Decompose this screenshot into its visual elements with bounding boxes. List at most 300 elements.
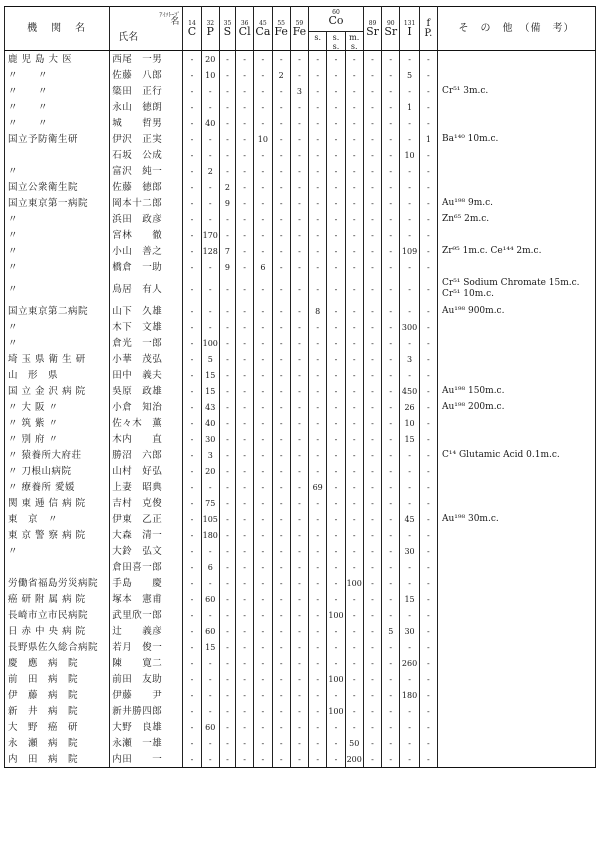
remarks-cell <box>438 751 596 768</box>
quantity-cell: - <box>327 227 345 243</box>
quantity-cell: - <box>219 591 235 607</box>
quantity-cell: - <box>201 575 219 591</box>
quantity-cell: - <box>219 131 235 147</box>
remarks-cell: Cr⁵¹ Sodium Chromate 15m.c. Cr⁵¹ 10m.c. <box>438 275 596 303</box>
quantity-cell: - <box>254 195 272 211</box>
researcher-name-cell: 大森 清一 <box>110 527 183 543</box>
remarks-cell <box>438 543 596 559</box>
quantity-cell: - <box>382 591 400 607</box>
quantity-cell: 3 <box>400 351 419 367</box>
remarks-cell: Au¹⁹⁸ 200m.c. <box>438 399 596 415</box>
table-row <box>5 463 596 479</box>
quantity-cell: 100 <box>327 671 345 687</box>
quantity-cell: - <box>327 591 345 607</box>
quantity-cell: - <box>236 431 254 447</box>
quantity-cell: - <box>382 415 400 431</box>
quantity-cell: - <box>183 319 201 335</box>
quantity-cell: - <box>272 495 290 511</box>
institution-cell: 労働省福島労災病院 <box>5 575 110 591</box>
quantity-cell: - <box>272 195 290 211</box>
remarks-cell <box>438 227 596 243</box>
quantity-cell: - <box>345 179 363 195</box>
quantity-cell: - <box>309 527 327 543</box>
quantity-cell: - <box>382 351 400 367</box>
remarks-cell: C¹⁴ Glutamic Acid 0.1m.c. <box>438 447 596 463</box>
quantity-cell: - <box>327 163 345 179</box>
quantity-cell: - <box>309 463 327 479</box>
quantity-cell: - <box>254 115 272 131</box>
quantity-cell: - <box>309 227 327 243</box>
table-row <box>5 735 596 751</box>
researcher-name-cell: 若月 俊一 <box>110 639 183 655</box>
quantity-cell: - <box>419 447 437 463</box>
quantity-cell: - <box>183 671 201 687</box>
quantity-cell: 43 <box>201 399 219 415</box>
institution-cell: 国 立 金 沢 病 院 <box>5 383 110 399</box>
quantity-cell: - <box>254 99 272 115</box>
quantity-cell: - <box>254 655 272 671</box>
quantity-cell: - <box>201 319 219 335</box>
quantity-cell: - <box>327 275 345 303</box>
institution-cell: 伊 藤 病 院 <box>5 687 110 703</box>
quantity-cell: - <box>363 415 381 431</box>
quantity-cell: 10 <box>254 131 272 147</box>
header-fe55: 55 Fe <box>272 7 290 51</box>
quantity-cell: - <box>290 335 308 351</box>
quantity-cell: - <box>363 303 381 319</box>
quantity-cell: - <box>363 399 381 415</box>
quantity-cell: - <box>419 431 437 447</box>
quantity-cell: - <box>236 399 254 415</box>
table-row <box>5 131 596 147</box>
quantity-cell: - <box>236 479 254 495</box>
remarks-cell: Cr⁵¹ 3m.c. <box>438 83 596 99</box>
quantity-cell: - <box>236 735 254 751</box>
quantity-cell: - <box>236 751 254 768</box>
quantity-cell: - <box>327 575 345 591</box>
quantity-cell: - <box>345 463 363 479</box>
quantity-cell: - <box>236 367 254 383</box>
quantity-cell: - <box>290 591 308 607</box>
quantity-cell: - <box>345 495 363 511</box>
remarks-cell <box>438 351 596 367</box>
header-name-label: 氏名 <box>118 32 139 43</box>
quantity-cell: - <box>345 383 363 399</box>
quantity-cell: - <box>219 147 235 163</box>
quantity-cell: 20 <box>201 463 219 479</box>
quantity-cell: - <box>419 367 437 383</box>
quantity-cell: - <box>183 335 201 351</box>
quantity-cell: - <box>419 303 437 319</box>
quantity-cell: - <box>419 163 437 179</box>
quantity-cell: - <box>419 479 437 495</box>
quantity-cell: - <box>290 211 308 227</box>
quantity-cell: - <box>400 195 419 211</box>
quantity-cell: 15 <box>400 591 419 607</box>
quantity-cell: - <box>219 719 235 735</box>
quantity-cell: 6 <box>201 559 219 575</box>
quantity-cell: 300 <box>400 319 419 335</box>
quantity-cell: - <box>254 495 272 511</box>
quantity-cell: - <box>219 211 235 227</box>
quantity-cell: 6 <box>254 259 272 275</box>
quantity-cell: - <box>219 671 235 687</box>
quantity-cell: - <box>183 259 201 275</box>
quantity-cell: - <box>327 115 345 131</box>
quantity-cell: - <box>201 195 219 211</box>
quantity-cell: - <box>400 367 419 383</box>
quantity-cell: - <box>236 227 254 243</box>
quantity-cell: - <box>327 623 345 639</box>
quantity-cell: - <box>290 163 308 179</box>
header-s35: 35 S <box>219 7 235 51</box>
quantity-cell: 20 <box>201 51 219 68</box>
quantity-cell: 30 <box>201 431 219 447</box>
quantity-cell: - <box>201 479 219 495</box>
quantity-cell: - <box>290 275 308 303</box>
quantity-cell: - <box>309 671 327 687</box>
quantity-cell: - <box>219 367 235 383</box>
quantity-cell: - <box>219 655 235 671</box>
quantity-cell: - <box>183 527 201 543</box>
quantity-cell: 69 <box>309 479 327 495</box>
researcher-name-cell: 吳原 政雄 <box>110 383 183 399</box>
quantity-cell: - <box>419 351 437 367</box>
quantity-cell: - <box>183 227 201 243</box>
researcher-name-cell: 倉光 一郎 <box>110 335 183 351</box>
quantity-cell: - <box>254 447 272 463</box>
header-ca45: 45 Ca <box>254 7 272 51</box>
quantity-cell: - <box>400 163 419 179</box>
quantity-cell: - <box>382 179 400 195</box>
quantity-cell: - <box>236 67 254 83</box>
quantity-cell: - <box>290 559 308 575</box>
institution-cell: 〃 〃 <box>5 83 110 99</box>
institution-cell: 前 田 病 院 <box>5 671 110 687</box>
header-p32: 32 P <box>201 7 219 51</box>
remarks-cell <box>438 639 596 655</box>
quantity-cell: - <box>309 399 327 415</box>
quantity-cell: - <box>345 671 363 687</box>
quantity-cell: - <box>272 383 290 399</box>
quantity-cell: 3 <box>201 447 219 463</box>
quantity-cell: - <box>345 479 363 495</box>
quantity-cell: - <box>363 227 381 243</box>
quantity-cell: 2 <box>201 163 219 179</box>
quantity-cell: - <box>345 655 363 671</box>
quantity-cell: - <box>219 527 235 543</box>
quantity-cell: - <box>419 703 437 719</box>
quantity-cell: - <box>236 463 254 479</box>
table-row <box>5 275 596 303</box>
quantity-cell: - <box>290 639 308 655</box>
quantity-cell: - <box>219 543 235 559</box>
quantity-cell: - <box>219 335 235 351</box>
quantity-cell: - <box>236 671 254 687</box>
quantity-cell: - <box>201 751 219 768</box>
quantity-cell: - <box>201 687 219 703</box>
quantity-cell: - <box>201 671 219 687</box>
researcher-name-cell: 大鈴 弘文 <box>110 543 183 559</box>
quantity-cell: - <box>254 735 272 751</box>
quantity-cell: - <box>363 383 381 399</box>
quantity-cell: - <box>272 703 290 719</box>
quantity-cell: - <box>419 655 437 671</box>
institution-cell: 〃 <box>5 243 110 259</box>
quantity-cell: - <box>183 463 201 479</box>
institution-cell: 〃 〃 <box>5 99 110 115</box>
quantity-cell: - <box>290 115 308 131</box>
quantity-cell: - <box>345 163 363 179</box>
quantity-cell: - <box>363 751 381 768</box>
quantity-cell: - <box>382 163 400 179</box>
quantity-cell: - <box>400 607 419 623</box>
quantity-cell: - <box>254 607 272 623</box>
quantity-cell: - <box>419 227 437 243</box>
quantity-cell: - <box>363 115 381 131</box>
quantity-cell: - <box>290 447 308 463</box>
quantity-cell: - <box>272 335 290 351</box>
quantity-cell: - <box>183 399 201 415</box>
quantity-cell: - <box>183 447 201 463</box>
quantity-cell: - <box>327 51 345 68</box>
researcher-name-cell: 前田 友助 <box>110 671 183 687</box>
quantity-cell: - <box>345 303 363 319</box>
table-row <box>5 83 596 99</box>
quantity-cell: - <box>419 511 437 527</box>
remarks-cell <box>438 259 596 275</box>
quantity-cell: - <box>290 527 308 543</box>
quantity-cell: 10 <box>400 415 419 431</box>
researcher-name-cell: 西尾 一男 <box>110 51 183 68</box>
quantity-cell: - <box>219 319 235 335</box>
remarks-cell <box>438 655 596 671</box>
quantity-cell: - <box>309 335 327 351</box>
quantity-cell: - <box>254 591 272 607</box>
quantity-cell: - <box>419 335 437 351</box>
quantity-cell: - <box>236 655 254 671</box>
quantity-cell: - <box>309 543 327 559</box>
quantity-cell: - <box>236 131 254 147</box>
researcher-name-cell: 宮林 徹 <box>110 227 183 243</box>
quantity-cell: - <box>183 51 201 68</box>
quantity-cell: - <box>419 527 437 543</box>
quantity-cell: 200 <box>345 751 363 768</box>
quantity-cell: - <box>345 687 363 703</box>
quantity-cell: 450 <box>400 383 419 399</box>
quantity-cell: - <box>309 211 327 227</box>
table-row <box>5 575 596 591</box>
institution-cell: 慶 應 病 院 <box>5 655 110 671</box>
quantity-cell: - <box>363 51 381 68</box>
quantity-cell: - <box>272 367 290 383</box>
quantity-cell: - <box>183 131 201 147</box>
quantity-cell: - <box>382 147 400 163</box>
quantity-cell: - <box>272 51 290 68</box>
table-row <box>5 67 596 83</box>
institution-cell: 〃 <box>5 163 110 179</box>
remarks-cell <box>438 179 596 195</box>
quantity-cell: - <box>309 559 327 575</box>
quantity-cell: - <box>382 607 400 623</box>
quantity-cell: - <box>382 211 400 227</box>
quantity-cell: - <box>309 719 327 735</box>
table-row <box>5 591 596 607</box>
quantity-cell: - <box>183 275 201 303</box>
table-row <box>5 303 596 319</box>
quantity-cell: - <box>183 431 201 447</box>
quantity-cell: - <box>183 383 201 399</box>
quantity-cell: - <box>290 687 308 703</box>
quantity-cell: - <box>236 527 254 543</box>
quantity-cell: 128 <box>201 243 219 259</box>
header-sr89: 89 Sr <box>363 7 381 51</box>
quantity-cell: - <box>345 639 363 655</box>
quantity-cell: - <box>400 115 419 131</box>
quantity-cell: - <box>183 147 201 163</box>
quantity-cell: - <box>290 511 308 527</box>
quantity-cell: - <box>183 83 201 99</box>
quantity-cell: - <box>236 719 254 735</box>
quantity-cell: - <box>236 415 254 431</box>
quantity-cell: - <box>236 211 254 227</box>
quantity-cell: - <box>419 559 437 575</box>
quantity-cell: - <box>345 147 363 163</box>
quantity-cell: - <box>183 639 201 655</box>
quantity-cell: - <box>345 559 363 575</box>
quantity-cell: 60 <box>201 591 219 607</box>
quantity-cell: - <box>382 195 400 211</box>
institution-cell: 日 赤 中 央 病 院 <box>5 623 110 639</box>
institution-cell: 〃 療養所 愛媛 <box>5 479 110 495</box>
quantity-cell: - <box>183 735 201 751</box>
quantity-cell: 7 <box>219 243 235 259</box>
quantity-cell: - <box>327 335 345 351</box>
researcher-name-cell: 鳥居 有人 <box>110 275 183 303</box>
researcher-name-cell: 伊沢 正実 <box>110 131 183 147</box>
header-co-sub-2: s. s. <box>327 32 345 50</box>
quantity-cell: - <box>219 51 235 68</box>
quantity-cell: 100 <box>345 575 363 591</box>
quantity-cell: - <box>382 83 400 99</box>
quantity-cell: - <box>254 211 272 227</box>
quantity-cell: - <box>201 655 219 671</box>
institution-cell: 内 田 病 院 <box>5 751 110 768</box>
quantity-cell: 15 <box>201 383 219 399</box>
table-row <box>5 671 596 687</box>
quantity-cell: 10 <box>400 147 419 163</box>
quantity-cell: - <box>183 623 201 639</box>
quantity-cell: - <box>290 319 308 335</box>
quantity-cell: - <box>254 319 272 335</box>
institution-cell: 埼 玉 県 衛 生 研 <box>5 351 110 367</box>
quantity-cell: - <box>272 431 290 447</box>
quantity-cell: - <box>272 131 290 147</box>
quantity-cell: - <box>327 511 345 527</box>
table-row <box>5 655 596 671</box>
quantity-cell: - <box>382 399 400 415</box>
quantity-cell: - <box>272 655 290 671</box>
quantity-cell: - <box>254 179 272 195</box>
quantity-cell: - <box>363 67 381 83</box>
quantity-cell: - <box>363 99 381 115</box>
researcher-name-cell: 手島 慶 <box>110 575 183 591</box>
quantity-cell: - <box>345 67 363 83</box>
quantity-cell: - <box>236 259 254 275</box>
researcher-name-cell: 武里欣一郎 <box>110 607 183 623</box>
quantity-cell: - <box>419 623 437 639</box>
institution-cell: 〃 別 府 〃 <box>5 431 110 447</box>
remarks-cell <box>438 431 596 447</box>
quantity-cell: - <box>363 511 381 527</box>
table-row <box>5 163 596 179</box>
quantity-cell: - <box>183 703 201 719</box>
institution-cell: 永 瀬 病 院 <box>5 735 110 751</box>
quantity-cell: - <box>400 447 419 463</box>
table-row <box>5 51 596 68</box>
quantity-cell: - <box>272 687 290 703</box>
quantity-cell: - <box>363 687 381 703</box>
quantity-cell: - <box>363 195 381 211</box>
header-co-sub-3: m. s. <box>349 33 360 51</box>
remarks-cell <box>438 99 596 115</box>
quantity-cell: - <box>254 431 272 447</box>
quantity-cell: - <box>419 383 437 399</box>
header-cl36: 36 Cl <box>236 7 254 51</box>
institution-cell: 国立予防衛生研 <box>5 131 110 147</box>
institution-cell: 東 京 警 察 病 院 <box>5 527 110 543</box>
quantity-cell: - <box>183 99 201 115</box>
researcher-name-cell: 木内 直 <box>110 431 183 447</box>
quantity-cell: - <box>345 399 363 415</box>
quantity-cell: - <box>345 275 363 303</box>
quantity-cell: - <box>272 479 290 495</box>
quantity-cell: - <box>272 163 290 179</box>
quantity-cell: - <box>363 243 381 259</box>
institution-cell: 国立公衆衛生院 <box>5 179 110 195</box>
quantity-cell: - <box>290 431 308 447</box>
researcher-name-cell: 内田 一 <box>110 751 183 768</box>
quantity-cell: - <box>419 99 437 115</box>
header-sr90: 90 Sr <box>382 7 400 51</box>
quantity-cell: - <box>382 383 400 399</box>
header-name <box>110 7 183 51</box>
quantity-cell: - <box>382 227 400 243</box>
quantity-cell: - <box>419 463 437 479</box>
quantity-cell: - <box>272 559 290 575</box>
quantity-cell: - <box>272 179 290 195</box>
quantity-cell: - <box>272 447 290 463</box>
quantity-cell: 9 <box>219 259 235 275</box>
header-remarks: そ の 他 （備 考） <box>438 7 596 51</box>
quantity-cell: - <box>309 607 327 623</box>
remarks-cell <box>438 115 596 131</box>
quantity-cell: - <box>363 131 381 147</box>
table-row <box>5 195 596 211</box>
quantity-cell: - <box>400 751 419 768</box>
remarks-cell: Au¹⁹⁸ 900m.c. <box>438 303 596 319</box>
quantity-cell: - <box>400 479 419 495</box>
quantity-cell: - <box>272 543 290 559</box>
quantity-cell: - <box>363 703 381 719</box>
quantity-cell: - <box>363 275 381 303</box>
quantity-cell: 1 <box>400 99 419 115</box>
quantity-cell: - <box>219 431 235 447</box>
quantity-cell: - <box>400 639 419 655</box>
remarks-cell <box>438 719 596 735</box>
quantity-cell: - <box>272 415 290 431</box>
quantity-cell: - <box>183 511 201 527</box>
